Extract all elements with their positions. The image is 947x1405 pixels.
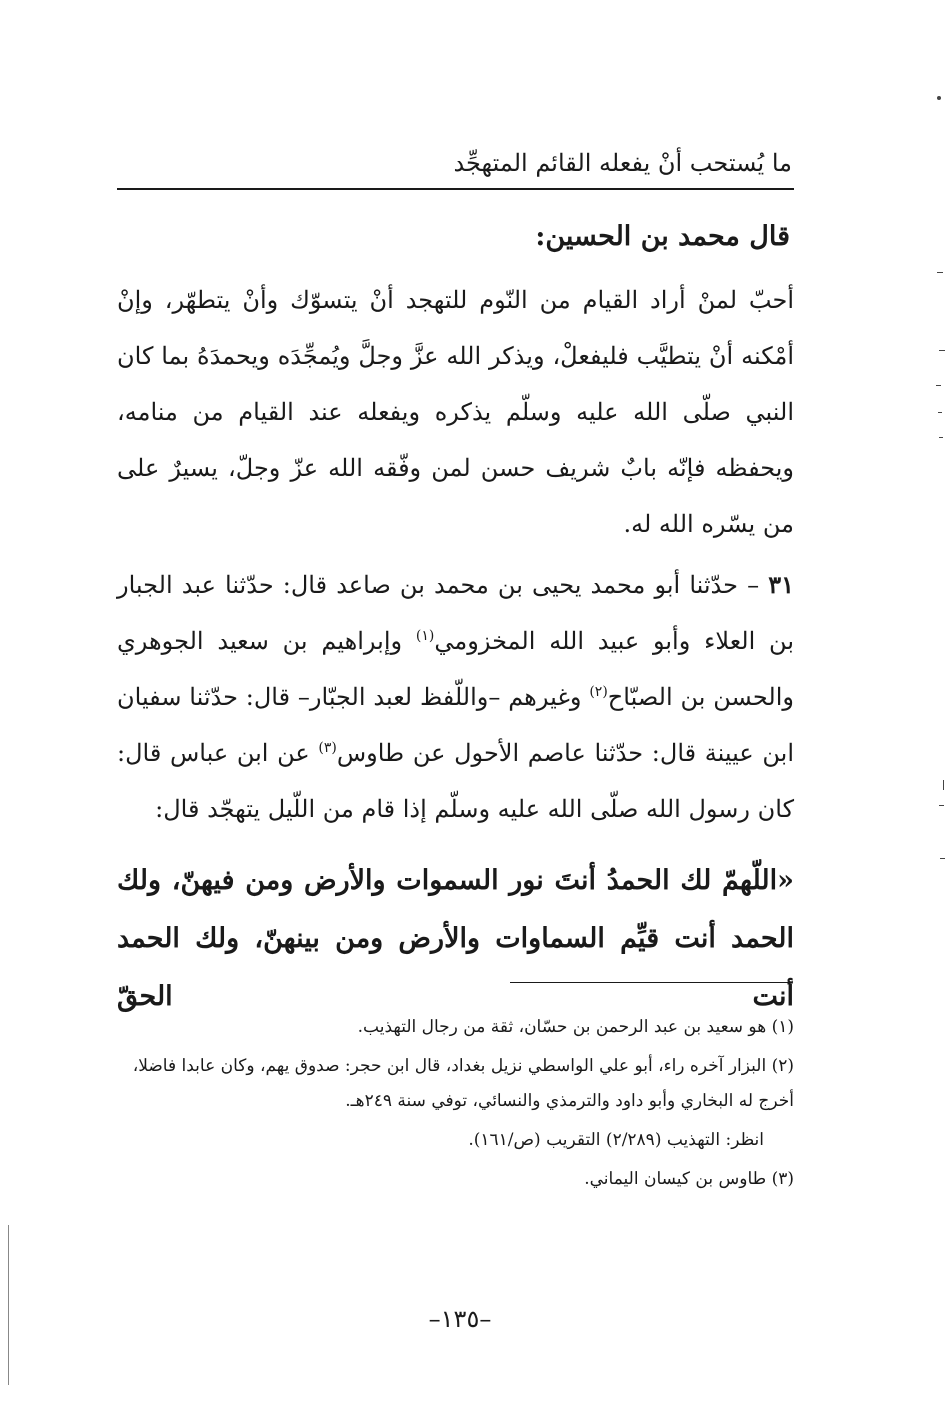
hadith-number: ٣١	[768, 570, 794, 599]
footnote-3: (٣) طاوس بن كيسان اليماني.	[584, 1169, 794, 1189]
margin-mark	[938, 412, 942, 413]
paragraph-2	[117, 557, 794, 837]
hadith-text-4: عن ابن عباس قال: كان رسول الله صلّى الله عليه وسلّم إذا قام من اللّيل يتهجّد قال:	[117, 739, 794, 823]
dua-text: «اللّهمّ لك الحمدُ أنتَ نور السموات والأرض ومن فيهنّ، ولك الحمد أنت قيِّم السماوات والأرض ومن بينهنّ، ولك الحمد أنت الحقّ	[117, 865, 794, 1012]
footnote-ref-3: (٣)	[318, 740, 337, 756]
paragraph-1: أحبّ لمنْ أراد القيام من النّوم للتهجد أنْ يتسوّك وأنْ يتطهّر، وإنْ أمْكنه أنْ يتطيَّب فليفعلْ، ويذكر الله عزَّ وجلَّ ويُمجِّدَه ويحمدَهُ بما كان النبي صلّى الله عليه وسلّم يذكره ويفعله عند القيام من منامه، ويحفظه فإنّه بابٌ شريف حسن لمن وفّقه الله عزّ وجلّ، يسيرٌ على من يسّره الله له.	[117, 286, 795, 538]
section-title: قال محمد بن الحسين:	[535, 221, 790, 252]
footnote-ref-1: (١)	[415, 628, 435, 644]
margin-mark	[939, 437, 943, 438]
page-edge-line	[8, 1225, 9, 1385]
footnotes	[117, 1010, 794, 1197]
margin-mark	[943, 780, 944, 790]
margin-mark	[937, 272, 943, 273]
footnote-2: (٢) البزار آخره راء، أبو علي الواسطي نزيل بغداد، قال ابن حجر: صدوق يهم، وكان عابدا فاضلا، أخرج له البخاري وأبو داود والترمذي والنسائي، توفي سنة ٢٤٩هـ.	[132, 1056, 794, 1111]
hadith-text-2: وإبراهيم بن سعيد الجوهري والحسن بن الصبّاح	[117, 627, 794, 711]
header-rule	[117, 188, 794, 190]
margin-mark	[939, 805, 944, 806]
footnote-ref-2: (٢)	[589, 684, 608, 700]
footnote-rule	[510, 982, 792, 983]
margin-mark	[936, 385, 941, 386]
footnote-2-source: انظر: التهذيب (٢/٢٨٩) التقريب (ص/١٦١).	[468, 1130, 764, 1150]
hadith-text-3: وغيرهم –واللّفظ لعبد الجبّار– قال: حدّثنا سفيان ابن عيينة قال: حدّثنا عاصم الأحول عن طاوس	[117, 683, 794, 767]
page-number: –١٣٥–	[428, 1305, 492, 1333]
running-head: ما يُستحب أنْ يفعله القائم المتهجِّد	[453, 149, 792, 177]
footnote-1: (١) هو سعيد بن عبد الرحمن بن حسّان، ثقة من رجال التهذيب.	[357, 1017, 794, 1037]
margin-mark	[939, 350, 945, 351]
margin-mark	[940, 858, 945, 859]
hadith-dash: –	[737, 571, 769, 599]
hadith-text-1: حدّثنا أبو محمد يحيى بن محمد بن صاعد قال: حدّثنا عبد الجبار بن العلاء وأبو عبيد الله المخزومي	[117, 571, 795, 655]
margin-mark	[937, 96, 941, 100]
